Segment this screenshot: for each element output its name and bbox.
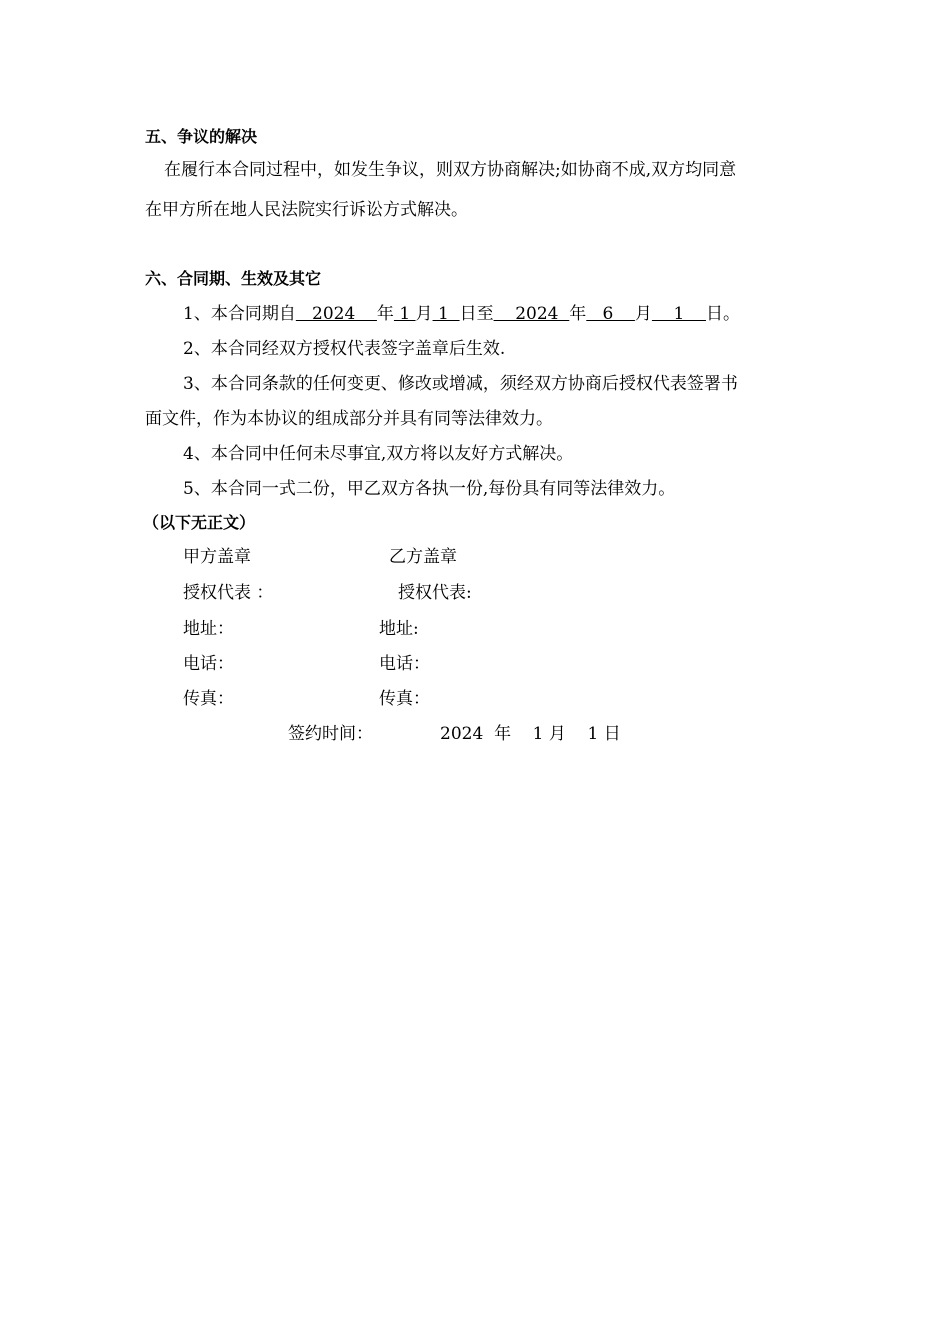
section-5-paragraph-line-2: 在甲方所在地人民法院实行诉讼方式解决。 — [145, 200, 468, 220]
party-a-phone-label: 电话： — [183, 654, 234, 674]
end-day-field: 1 — [651, 304, 706, 324]
section-6-item-5: 5、本合同一式二份，甲乙双方各执一份,每份具有同等法律效力。 — [183, 479, 676, 499]
end-year-field: 2024 — [493, 304, 570, 324]
section-6-item-4: 4、本合同中任何未尽事宜,双方将以友好方式解决。 — [183, 444, 574, 464]
section-6-item-3-line-1: 3、本合同条款的任何变更、修改或增减，须经双方协商后授权代表签署书 — [183, 374, 738, 394]
party-a-seal-label: 甲方盖章 — [183, 547, 251, 567]
party-b-phone-label: 电话： — [379, 654, 430, 674]
party-b-address-label: 地址: — [379, 619, 419, 639]
signing-date-label: 签约时间： — [288, 724, 373, 744]
party-a-rep-label: 授权代表 ： — [183, 583, 274, 603]
section-6-item-3-line-2: 面文件，作为本协议的组成部分并具有同等法律效力。 — [145, 409, 553, 429]
year-label: 年 — [569, 304, 587, 324]
start-month-field: 1 — [393, 304, 416, 324]
party-b-rep-label: 授权代表: — [398, 583, 472, 603]
month-label: 月 — [634, 304, 652, 324]
month-label: 月 — [415, 304, 433, 324]
day-label: 日。 — [705, 304, 740, 324]
year-label: 年 — [376, 304, 394, 324]
signing-date-value: 2024 年 1 月 1 日 — [440, 724, 621, 744]
section-6-item-1 — [183, 302, 740, 326]
party-b-fax-label: 传真： — [379, 689, 430, 709]
section-6-item-2: 2、本合同经双方授权代表签字盖章后生效. — [183, 339, 506, 359]
section-5-heading: 五、争议的解决 — [145, 127, 258, 146]
section-5-paragraph-line-1: 在履行本合同过程中，如发生争议，则双方协商解决;如协商不成,双方均同意 — [164, 160, 737, 180]
party-a-fax-label: 传真： — [183, 689, 234, 709]
end-month-field: 6 — [586, 304, 635, 324]
start-year-field: 2024 — [295, 304, 377, 324]
item-1-prefix: 1、本合同期自 — [183, 304, 296, 324]
start-day-field: 1 — [432, 304, 460, 324]
section-6-heading: 六、合同期、生效及其它 — [145, 269, 322, 288]
party-a-address-label: 地址： — [183, 619, 234, 639]
party-b-seal-label: 乙方盖章 — [389, 547, 457, 567]
to-label: 日至 — [459, 304, 494, 324]
end-note: （以下无正文） — [143, 513, 256, 532]
